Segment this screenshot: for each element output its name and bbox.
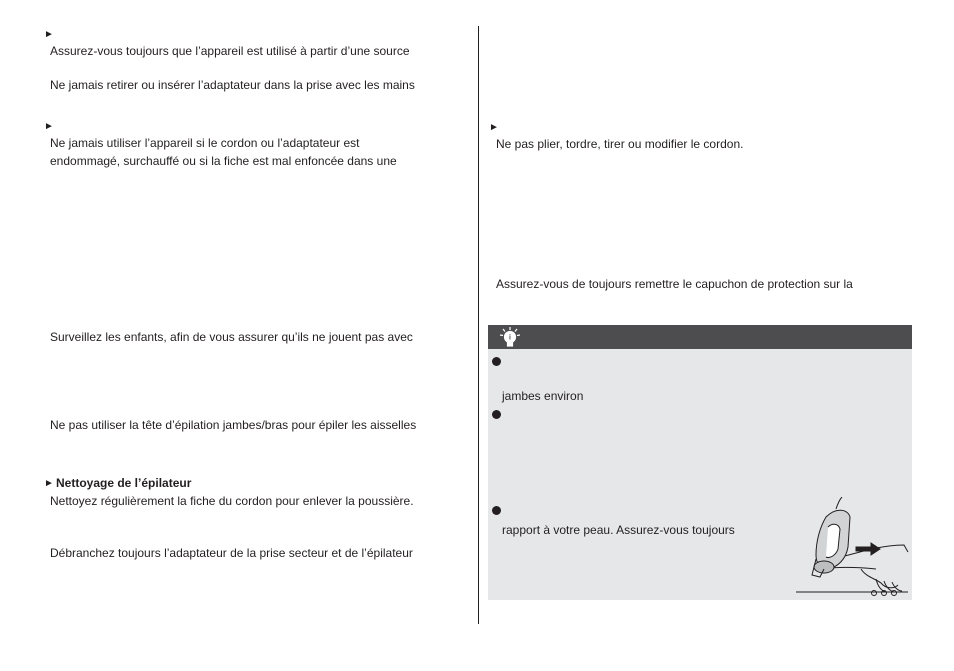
paragraph-wet-hands: Ne jamais retirer ou insérer l’adaptateur dans la prise avec les mains — [50, 78, 415, 92]
arrow-marker: ► — [44, 121, 54, 132]
paragraph-damaged-cord-line2: endommagé, surchauffé ou si la fiche est mal enfoncée dans une — [50, 154, 397, 168]
arrow-marker: ► — [44, 29, 54, 40]
bullet-1 — [492, 357, 501, 366]
tip-box-header — [488, 325, 912, 349]
tip-box — [488, 325, 912, 600]
paragraph-unplug: Débranchez toujours l’adaptateur de la prise secteur et de l’épilateur — [50, 546, 413, 560]
paragraph-protective-cap: Assurez-vous de toujours remettre le capuchon de protection sur la — [496, 277, 853, 291]
section-title-cleaning: Nettoyage de l’épilateur — [56, 476, 192, 490]
paragraph-children: Surveillez les enfants, afin de vous assurer qu’ils ne jouent pas avec — [50, 330, 413, 344]
paragraph-damaged-cord-line1: Ne jamais utiliser l’appareil si le cordon ou l’adaptateur est — [50, 136, 360, 150]
arrow-marker: ► — [44, 478, 54, 489]
paragraph-clean-plug: Nettoyez régulièrement la fiche du cordon pour enlever la poussière. — [50, 494, 414, 508]
lightbulb-icon — [498, 326, 522, 348]
bullet-2 — [492, 410, 501, 419]
paragraph-cord-care: Ne pas plier, tordre, tirer ou modifier le cordon. — [496, 137, 744, 151]
paragraph-power-source: Assurez-vous toujours que l’appareil est utilisé à partir d’une source — [50, 44, 410, 58]
epilator-on-leg-illustration — [776, 497, 916, 597]
paragraph-underarms: Ne pas utiliser la tête d’épilation jambes/bras pour épiler les aisselles — [50, 418, 417, 432]
tip-text-skin-angle: rapport à votre peau. Assurez-vous toujours — [502, 523, 735, 537]
svg-text:i: i — [509, 334, 511, 342]
arrow-marker: ► — [489, 122, 499, 133]
bullet-3 — [492, 506, 501, 515]
column-divider — [478, 26, 479, 624]
tip-text-legs: jambes environ — [502, 389, 584, 403]
